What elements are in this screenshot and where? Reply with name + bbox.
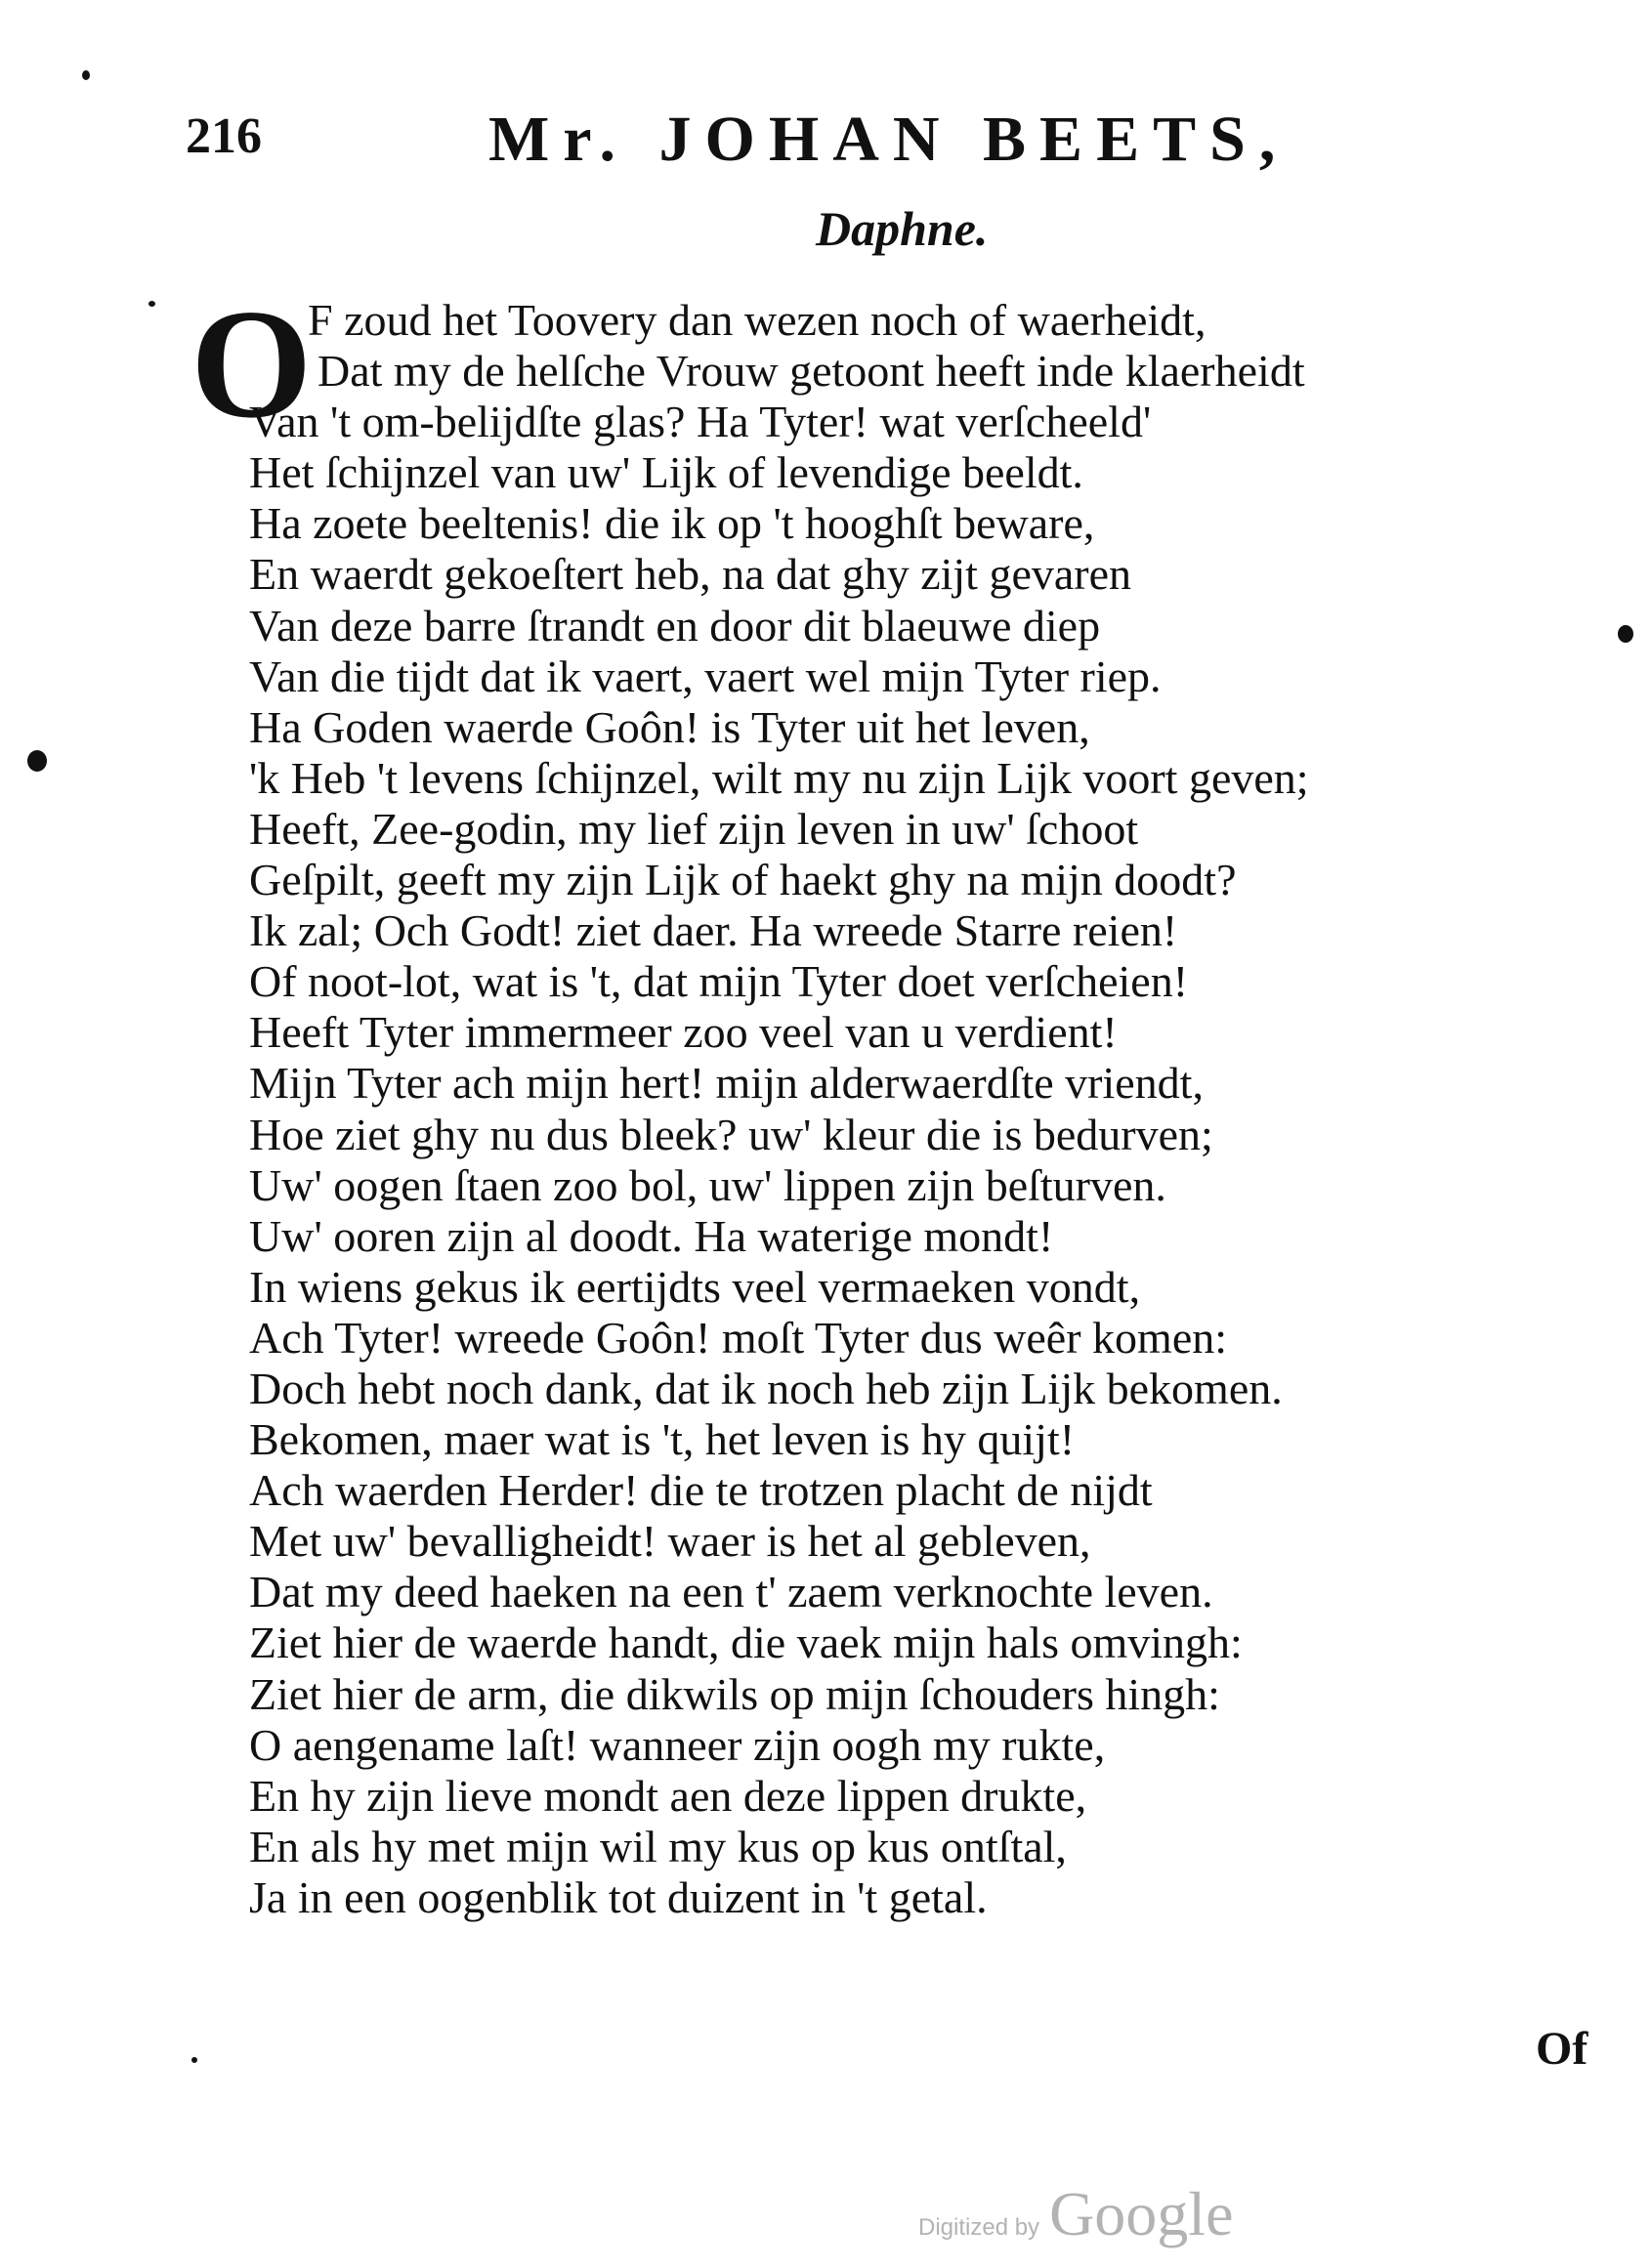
watermark-brand: Google <box>1049 2179 1234 2248</box>
poem-line: Dat my de helſche Vrouw getoont heeft inde klaerheidt <box>318 346 1305 397</box>
poem-line: Van deze barre ſtrandt en door dit blaeuwe diep <box>249 600 1101 651</box>
poem-line: En waerdt gekoeſtert heb, na dat ghy zijt gevaren <box>249 549 1132 600</box>
poem-line: Heeft Tyter immermeer zoo veel van u verdient! <box>249 1007 1118 1058</box>
poem-line: En hy zijn lieve mondt aen deze lippen drukte, <box>249 1770 1087 1821</box>
poem-line: Bekomen, maer wat is 't, het leven is hy quijt! <box>249 1414 1076 1465</box>
poem-line: Ziet hier de waerde handt, die vaek mijn hals omvingh: <box>249 1617 1243 1668</box>
running-head: Mr. JOHAN BEETS, <box>488 104 1290 175</box>
poem-line: Mijn Tyter ach mijn hert! mijn alderwaerdſte vriendt, <box>249 1058 1204 1109</box>
poem-line: Uw' ooren zijn al doodt. Ha waterige mondt! <box>249 1210 1054 1261</box>
poem-line: Uw' oogen ſtaen zoo bol, uw' lippen zijn beſturven. <box>249 1159 1166 1210</box>
poem-line: Ach waerden Herder! die te trotzen placht de nijdt <box>249 1465 1153 1516</box>
poem-line: Ja in een oogenblik tot duizent in 't getal. <box>249 1871 988 1922</box>
poem-line: Ach Tyter! wreede Goôn! moſt Tyter dus weêr komen: <box>249 1312 1228 1363</box>
poem-line: Ziet hier de arm, die dikwils op mijn ſchouders hingh: <box>249 1668 1220 1719</box>
poem-line: Van die tijdt dat ik vaert, vaert wel mijn Tyter riep. <box>249 651 1162 701</box>
poem-line: O aengename laſt! wanneer zijn oogh my rukte, <box>249 1719 1106 1770</box>
poem-line: Van 't om-belijdſte glas? Ha Tyter! wat verſcheeld' <box>249 397 1152 447</box>
poem-line: Geſpilt, geeft my zijn Lijk of haekt ghy na mijn doodt? <box>249 855 1237 905</box>
page-number: 216 <box>186 108 262 164</box>
poem-line: Heeft, Zee-godin, my lief zijn leven in uw' ſchoot <box>249 803 1139 854</box>
ink-speck <box>148 301 155 307</box>
catchword: Of <box>1536 2023 1588 2075</box>
poem-line: En als hy met mijn wil my kus op kus ontſtal, <box>249 1821 1067 1871</box>
ink-speck <box>1618 625 1633 643</box>
poem-line: F zoud het Toovery dan wezen noch of waerheidt, <box>308 295 1206 345</box>
watermark-prefix: Digitized by <box>918 2214 1040 2241</box>
digitization-watermark <box>918 2178 1233 2250</box>
drop-cap: O <box>190 276 313 450</box>
poem-line: Ha zoete beeltenis! die ik op 't hooghſt beware, <box>249 498 1095 549</box>
poem-line: Dat my deed haeken na een t' zaem verknochte leven. <box>249 1567 1213 1617</box>
poem-line: Of noot-lot, wat is 't, dat mijn Tyter doet verſcheien! <box>249 956 1189 1007</box>
ink-speck <box>191 2057 197 2063</box>
poem-title: Daphne. <box>816 201 989 256</box>
poem-line: Met uw' bevalligheidt! waer is het al gebleven, <box>249 1516 1091 1567</box>
poem-line: 'k Heb 't levens ſchijnzel, wilt my nu zijn Lijk voort geven; <box>249 752 1309 803</box>
poem-line: Ik zal; Och Godt! ziet daer. Ha wreede Starre reien! <box>249 905 1178 956</box>
poem-line: Doch hebt noch dank, dat ik noch heb zijn Lijk bekomen. <box>249 1363 1283 1413</box>
poem-line: In wiens gekus ik eertijdts veel vermaeken vondt, <box>249 1261 1141 1312</box>
poem-line: Het ſchijnzel van uw' Lijk of levendige beeldt. <box>249 447 1083 498</box>
ink-speck <box>27 750 47 772</box>
poem-text <box>249 295 1309 1923</box>
poem-line: Hoe ziet ghy nu dus bleek? uw' kleur die is bedurven; <box>249 1109 1213 1159</box>
ink-speck <box>82 70 90 80</box>
poem-line: Ha Goden waerde Goôn! is Tyter uit het leven, <box>249 701 1090 752</box>
